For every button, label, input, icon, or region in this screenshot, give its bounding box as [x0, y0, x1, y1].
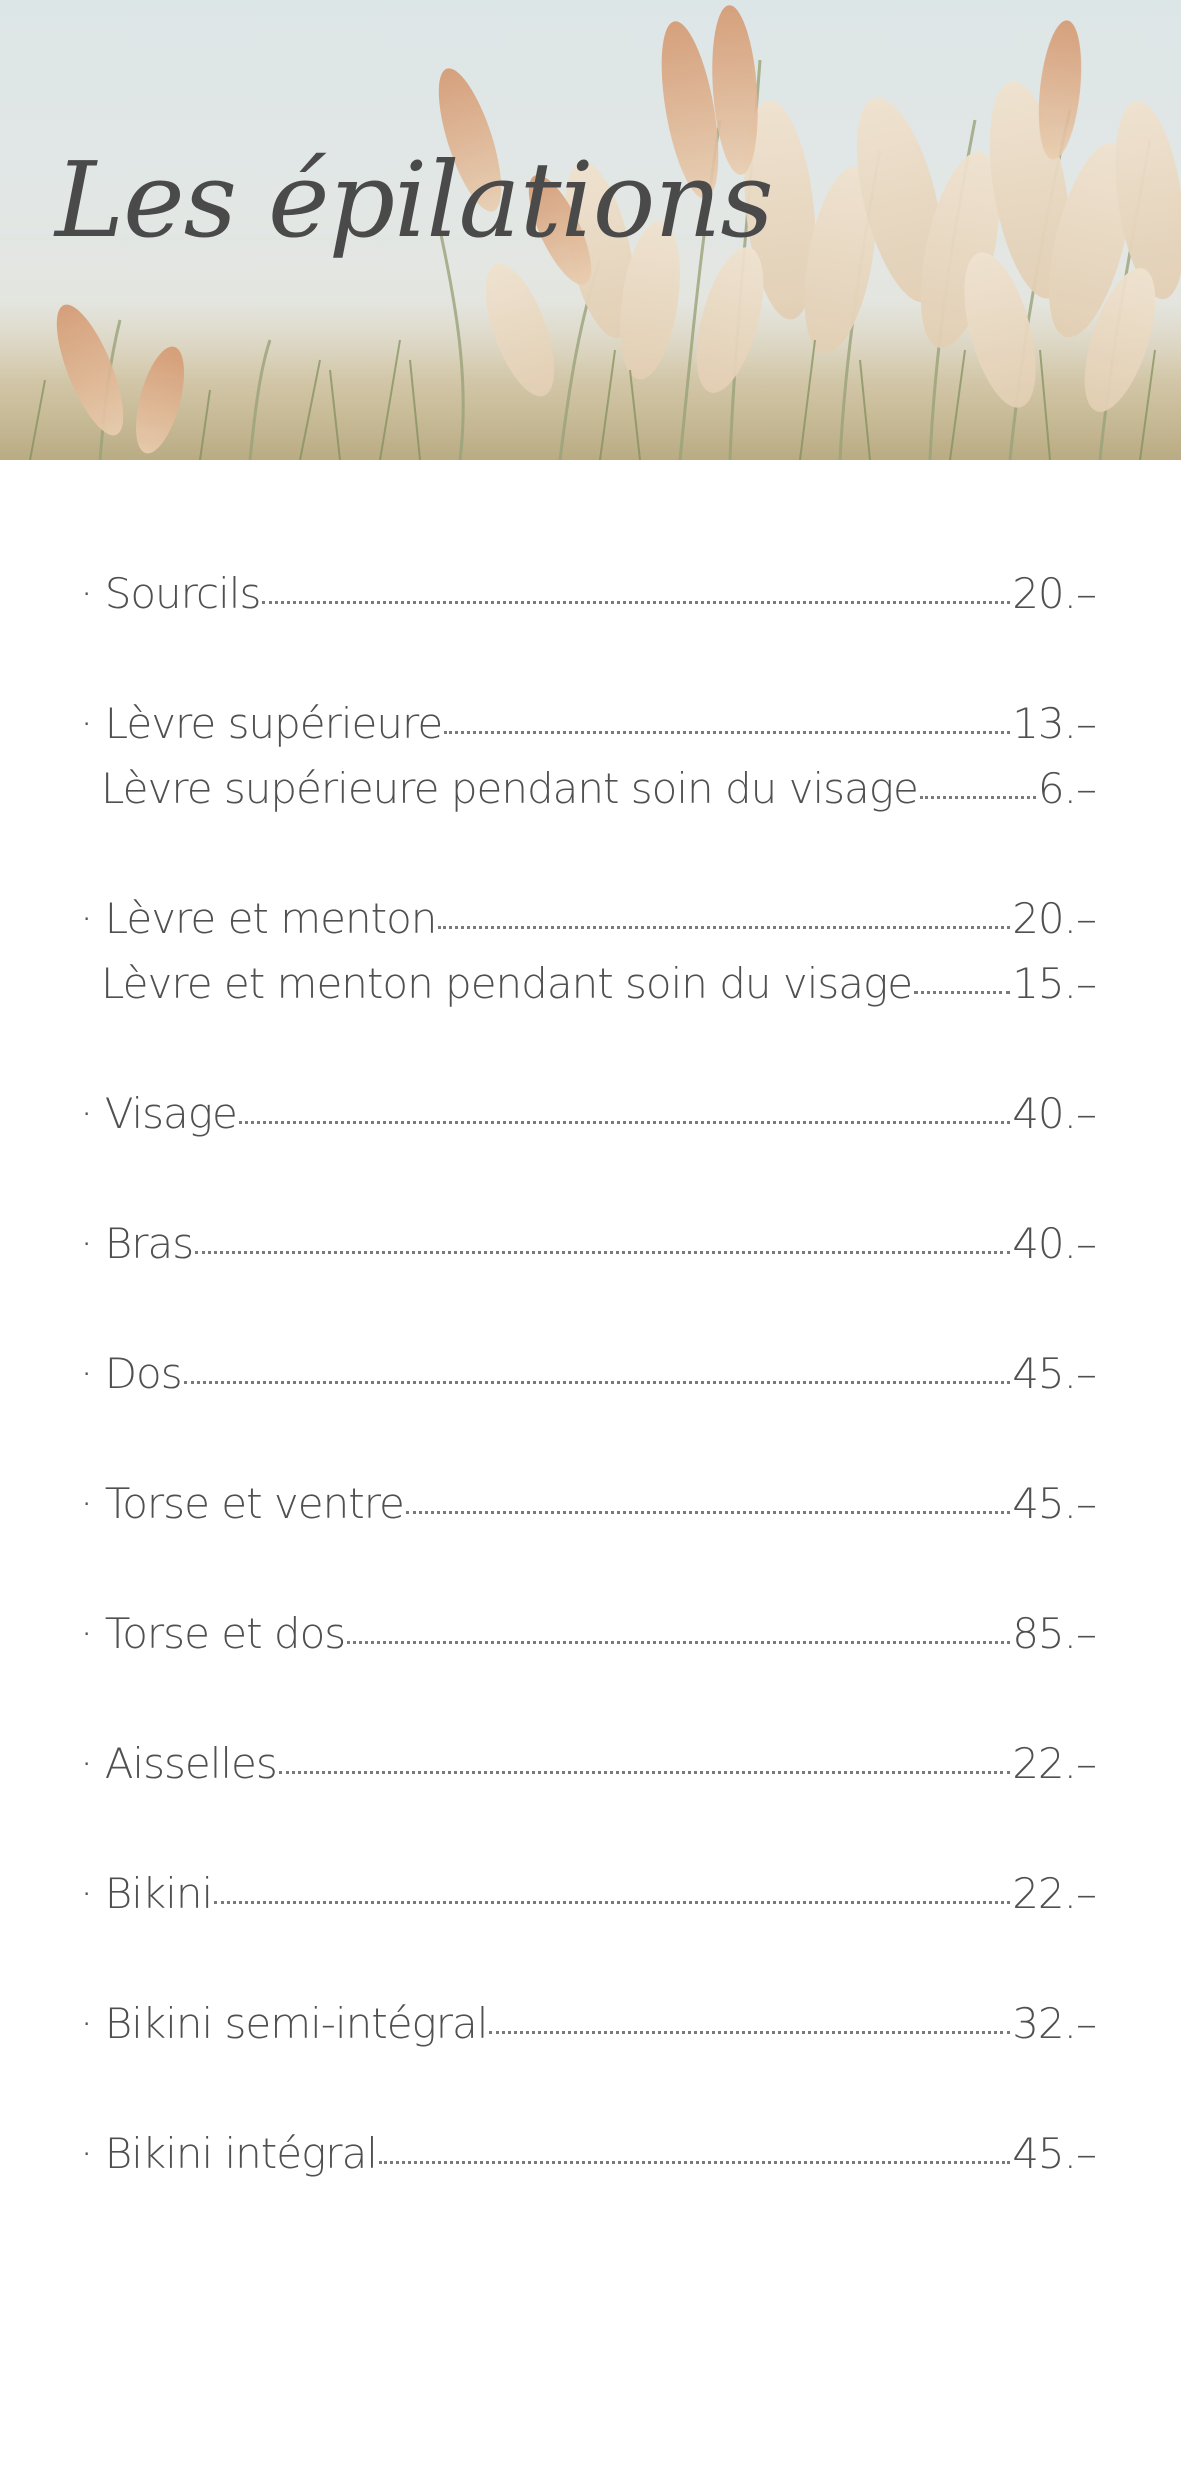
item-label: · Aisselles	[80, 1739, 277, 1788]
list-item	[80, 1739, 1096, 1788]
item-price: 40.–	[1012, 1089, 1096, 1138]
list-item	[80, 1089, 1096, 1138]
item-price: 20.–	[1012, 894, 1096, 943]
item-label: · Lèvre et menton	[80, 894, 437, 943]
list-item	[80, 699, 1096, 748]
item-price: 22.–	[1012, 1739, 1096, 1788]
dot-leader	[262, 601, 1010, 604]
dot-leader	[184, 1381, 1011, 1384]
item-label: · Visage	[80, 1089, 237, 1138]
item-label: · Bikini semi-intégral	[80, 1999, 488, 2048]
dot-leader	[438, 926, 1010, 929]
item-label: · Dos	[80, 1349, 182, 1398]
item-price: 45.–	[1012, 2129, 1096, 2178]
item-label: · Lèvre supérieure	[80, 699, 443, 748]
item-label: · Torse et dos	[80, 1609, 346, 1658]
list-item	[80, 764, 1096, 813]
list-item	[80, 569, 1096, 618]
page-title: Les épilations	[55, 139, 773, 261]
dot-leader	[214, 1901, 1010, 1904]
item-price: 45.–	[1012, 1479, 1096, 1528]
dot-leader	[279, 1771, 1010, 1774]
list-item	[80, 2129, 1096, 2178]
dot-leader	[239, 1121, 1010, 1124]
list-item	[80, 1219, 1096, 1268]
list-item	[80, 959, 1096, 1008]
item-price: 15.–	[1012, 959, 1096, 1008]
dot-leader	[920, 796, 1036, 799]
dot-leader	[406, 1511, 1010, 1514]
item-label: Lèvre supérieure pendant soin du visage	[101, 764, 918, 813]
dot-leader	[444, 731, 1010, 734]
item-label: · Bikini	[80, 1869, 213, 1918]
list-item	[80, 1869, 1096, 1918]
list-item	[80, 1479, 1096, 1528]
item-price: 85.–	[1012, 1609, 1096, 1658]
dot-leader	[489, 2031, 1010, 2034]
item-label: · Bikini intégral	[80, 2129, 377, 2178]
item-label: · Bras	[80, 1219, 194, 1268]
list-item	[80, 1999, 1096, 2048]
list-item	[80, 1609, 1096, 1658]
item-label: · Sourcils	[80, 569, 261, 618]
item-price: 6.–	[1037, 764, 1096, 813]
list-item	[80, 894, 1096, 943]
item-price: 13.–	[1012, 699, 1096, 748]
item-price: 20.–	[1012, 569, 1096, 618]
item-label: Lèvre et menton pendant soin du visage	[101, 959, 913, 1008]
list-item	[80, 1349, 1096, 1398]
dot-leader	[379, 2161, 1010, 2164]
item-price: 40.–	[1012, 1219, 1096, 1268]
item-price: 45.–	[1012, 1349, 1096, 1398]
dot-leader	[914, 991, 1010, 994]
item-label: · Torse et ventre	[80, 1479, 404, 1528]
item-price: 22.–	[1012, 1869, 1096, 1918]
item-price: 32.–	[1012, 1999, 1096, 2048]
dot-leader	[195, 1251, 1010, 1254]
dot-leader	[347, 1641, 1010, 1644]
